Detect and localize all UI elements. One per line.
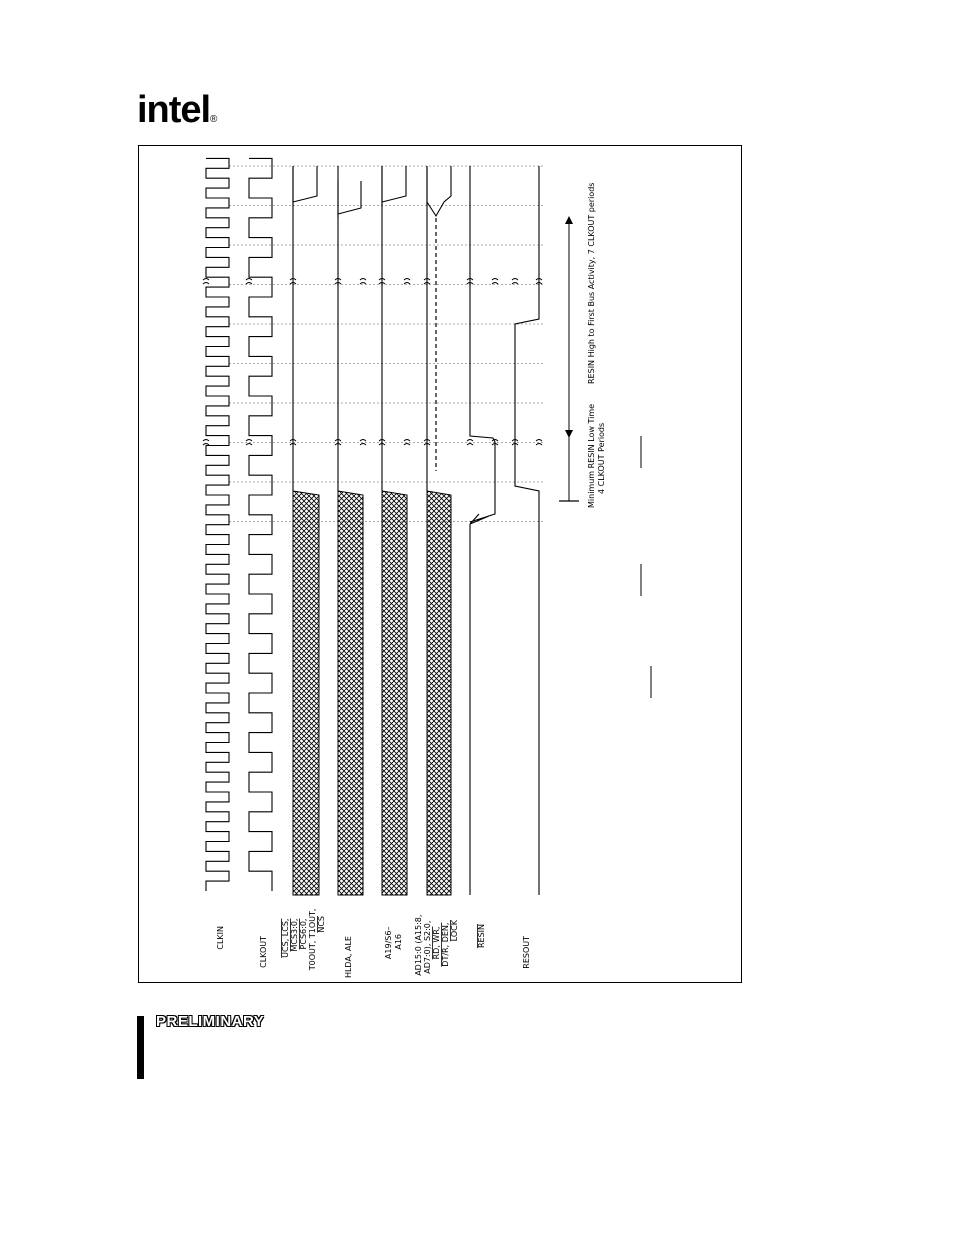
label-clkin: CLKIN bbox=[216, 926, 225, 950]
preliminary-label: PRELIMINARY bbox=[156, 1013, 265, 1030]
break-mark bbox=[203, 440, 209, 446]
chip-select-float bbox=[293, 166, 317, 206]
label-resout: RESOUT bbox=[522, 936, 531, 969]
undefined-state-regions bbox=[293, 491, 451, 895]
waveforms bbox=[206, 158, 539, 895]
reset-timing-diagram bbox=[139, 146, 743, 984]
footer-bar bbox=[137, 1016, 144, 1079]
timing-annotations bbox=[559, 183, 651, 698]
break-mark bbox=[404, 279, 410, 285]
resin-waveform bbox=[470, 166, 495, 895]
timing-diagram-frame bbox=[138, 145, 742, 983]
label-addr: A19/S6– A16 bbox=[384, 926, 403, 960]
chip-select-undefined-region bbox=[293, 491, 319, 895]
label-resin: RESIN bbox=[477, 924, 486, 949]
label-hlda-ale: HLDA, ALE bbox=[344, 936, 353, 979]
intel-logo bbox=[137, 88, 227, 132]
label-chip-selects: UCS, LCS, MCS3:0, PCS6:0, T0OUT, T1OUT, NCS bbox=[281, 908, 326, 971]
hlda-ale-transition bbox=[338, 181, 361, 218]
address-undefined-region bbox=[382, 491, 407, 895]
label-clkout: CLKOUT bbox=[259, 936, 268, 968]
logo-text: intel bbox=[137, 89, 211, 131]
break-mark bbox=[492, 279, 498, 285]
cycle-gridlines bbox=[229, 166, 544, 522]
hlda-ale-undefined-region bbox=[338, 491, 363, 895]
registered-mark: ® bbox=[210, 114, 218, 125]
ad-bus-undefined-region bbox=[427, 491, 451, 895]
break-mark bbox=[203, 279, 209, 285]
break-mark bbox=[246, 279, 252, 285]
min-resin-low-time-label: Minimum RESIN Low Time 4 CLKOUT Periods bbox=[587, 403, 606, 508]
clkout-waveform bbox=[249, 158, 272, 891]
resout-waveform bbox=[515, 166, 539, 895]
break-mark bbox=[360, 279, 366, 285]
break-mark bbox=[512, 279, 518, 285]
clkin-waveform bbox=[206, 158, 229, 891]
time-break-marks bbox=[203, 279, 542, 446]
label-ad-bus: AD15:0 (A15:8, AD7:0), S2:0, RD, WR, DT/R, DEN, LOCK bbox=[414, 914, 459, 976]
ad-bus-float bbox=[427, 166, 451, 216]
address-float bbox=[382, 166, 406, 206]
signal-labels bbox=[216, 906, 531, 978]
resin-high-to-bus-label: RESIN High to First Bus Activity, 7 CLKOUT periods bbox=[587, 182, 596, 384]
